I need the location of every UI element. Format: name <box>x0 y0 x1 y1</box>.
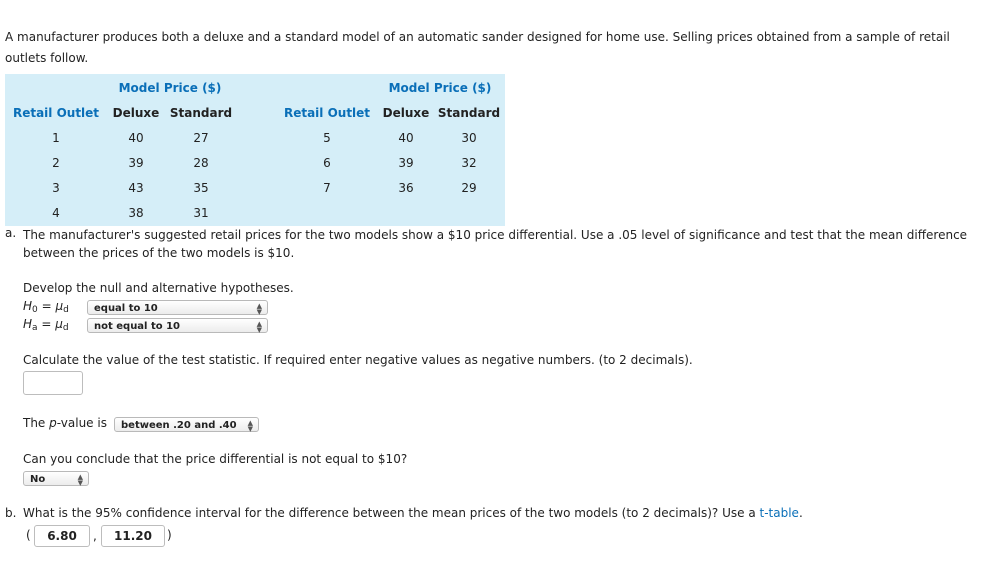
table-cell: 7 <box>323 181 331 195</box>
right-col-deluxe: Deluxe <box>382 106 430 120</box>
pvalue-select-value: between .20 and .40 <box>121 420 237 431</box>
select-arrows-icon: ▲ ▼ <box>256 320 262 334</box>
calc-text: Calculate the value of the test statistic. If required enter negative values as negative numbers. (to 2 decimals). <box>23 353 693 367</box>
part-a-text: The manufacturer's suggested retail prices for the two models show a $10 price differential. Use a .05 level of significance and test that the mean difference between the prices of the two models is $10. <box>23 228 968 260</box>
table-cell: 39 <box>128 156 144 170</box>
select-arrows-icon: ▲ ▼ <box>247 419 253 433</box>
part-b-period: . <box>798 506 803 520</box>
pvalue-p: p <box>49 416 57 430</box>
h0-mu-sub: d <box>63 305 69 315</box>
ha-sub: a <box>32 323 38 333</box>
left-col-deluxe: Deluxe <box>112 106 160 120</box>
left-col-outlet: Retail Outlet <box>12 106 100 120</box>
t-table-link[interactable]: t-table <box>759 506 799 520</box>
h0-select-value: equal to 10 <box>94 303 158 314</box>
price-table <box>5 74 505 226</box>
part-b-label: b. <box>5 506 17 520</box>
table-cell: 4 <box>52 206 60 220</box>
ha-mu: μ <box>55 317 63 331</box>
table-cell: 2 <box>52 156 60 170</box>
select-arrows-icon: ▲ ▼ <box>77 473 83 487</box>
test-statistic-input[interactable] <box>23 371 83 395</box>
h0-label <box>23 299 69 313</box>
h0-letter: H <box>23 299 33 313</box>
intro-text: A manufacturer produces both a deluxe and a standard model of an automatic sander designed for home use. Selling prices obtained from a sample of retail outlets follow. <box>5 30 950 65</box>
table-cell: 36 <box>398 181 414 195</box>
ci-close-paren: ) <box>167 528 172 542</box>
table-cell: 43 <box>128 181 144 195</box>
right-col-outlet: Retail Outlet <box>283 106 371 120</box>
part-a-label: a. <box>5 226 17 240</box>
develop-hypotheses-text: Develop the null and alternative hypotheses. <box>23 281 294 295</box>
conclude-select[interactable] <box>23 471 89 486</box>
table-cell: 38 <box>128 206 144 220</box>
select-arrows-icon: ▲ ▼ <box>256 302 262 316</box>
table-cell: 6 <box>323 156 331 170</box>
table-cell: 40 <box>398 131 414 145</box>
table-cell: 35 <box>193 181 209 195</box>
left-col-standard: Standard <box>169 106 233 120</box>
table-cell: 32 <box>461 156 477 170</box>
table-cell: 28 <box>193 156 209 170</box>
ha-select[interactable] <box>87 318 268 333</box>
table-cell: 30 <box>461 131 477 145</box>
h0-select[interactable] <box>87 300 268 315</box>
ha-select-value: not equal to 10 <box>94 321 181 332</box>
ha-label <box>23 317 69 331</box>
ci-comma: , <box>93 529 97 543</box>
table-cell: 39 <box>398 156 414 170</box>
h0-mu: μ <box>55 299 64 313</box>
table-cell: 3 <box>52 181 60 195</box>
h0-eq: = <box>41 299 52 313</box>
ci-open-paren: ( <box>26 528 31 542</box>
part-b-question: What is the 95% confidence interval for the difference between the mean prices of the two models (to 2 decimals)? Use a <box>23 506 760 520</box>
table-cell: 31 <box>193 206 209 220</box>
table-cell: 27 <box>193 131 209 145</box>
ha-eq: = <box>41 317 52 331</box>
table-cell: 40 <box>128 131 144 145</box>
pvalue-pre: The <box>23 416 50 430</box>
conclude-text: Can you conclude that the price differential is not equal to $10? <box>23 452 408 466</box>
conclude-select-value: No <box>30 474 46 485</box>
part-b-text <box>23 506 803 520</box>
pvalue-text <box>23 416 107 430</box>
ha-letter: H <box>23 317 33 331</box>
table-cell: 1 <box>52 131 60 145</box>
pvalue-post: -value is <box>56 416 107 430</box>
ci-lower-input[interactable]: 6.80 <box>34 525 90 547</box>
table-cell: 29 <box>461 181 477 195</box>
right-group-header: Model Price ($) <box>388 81 492 95</box>
h0-sub: 0 <box>32 305 38 315</box>
pvalue-select[interactable] <box>114 417 259 432</box>
ha-mu-sub: d <box>62 323 69 333</box>
right-col-standard: Standard <box>437 106 501 120</box>
left-group-header: Model Price ($) <box>118 81 222 95</box>
table-cell: 5 <box>323 131 331 145</box>
ci-upper-input[interactable]: 11.20 <box>101 525 165 547</box>
